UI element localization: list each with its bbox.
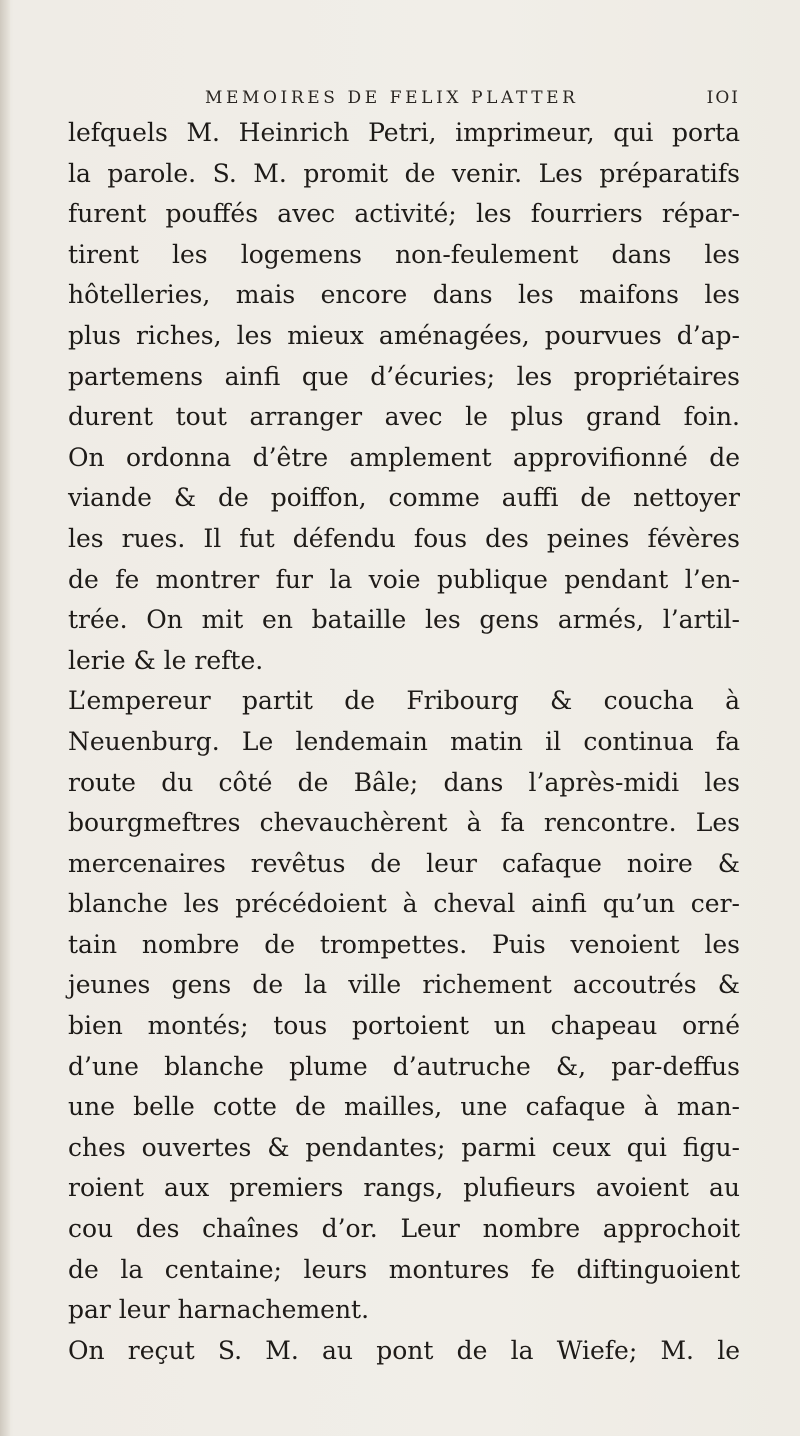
text-line: partemens ainfi que d’écuries; les propriétaires <box>68 361 740 391</box>
text-line: L’empereur partit de Fribourg & coucha à <box>68 686 740 716</box>
text-line: tirent les logemens non-feulement dans les <box>68 239 740 269</box>
text-line: tain nombre de trompettes. Puis venoient les <box>68 929 740 959</box>
text-line: ches ouvertes & pendantes; parmi ceux qui figu- <box>68 1132 740 1162</box>
text-line: une belle cotte de mailles, une cafaque à man- <box>68 1092 740 1122</box>
text-line: route du côté de Bâle; dans l’après-midi les <box>68 767 740 797</box>
text-line: Neuenburg. Le lendemain matin il continua fa <box>68 726 740 756</box>
page-number: IOI <box>706 88 740 108</box>
text-line: lefquels M. Heinrich Petri, imprimeur, qui porta <box>68 118 740 147</box>
text-line: hôtelleries, mais encore dans les maifons les <box>68 280 740 310</box>
text-line: jeunes gens de la ville richement accoutrés & <box>68 970 740 1000</box>
text-line: blanche les précédoient à cheval ainfi qu’un cer- <box>68 889 740 919</box>
text-line: lerie & le refte. <box>68 645 264 675</box>
text-line: furent pouffés avec activité; les fourriers répar- <box>68 199 740 229</box>
running-title: MEMOIRES DE FELIX PLATTER <box>205 88 579 108</box>
text-line: plus riches, les mieux aménagées, pourvues d’ap- <box>68 320 740 350</box>
text-line: bourgmeftres chevauchèrent à fa rencontre. Les <box>68 808 740 838</box>
text-line: par leur harnachement. <box>68 1295 370 1325</box>
text-line: les rues. Il fut défendu fous des peines févères <box>68 523 740 553</box>
text-line: de fe montrer fur la voie publique pendant l’en- <box>68 564 740 594</box>
text-line: mercenaires revêtus de leur cafaque noire & <box>68 848 740 878</box>
text-line: trée. On mit en bataille les gens armés, l’artil- <box>68 605 740 635</box>
text-line: bien montés; tous portoient un chapeau orné <box>68 1011 740 1041</box>
text-line: On reçut S. M. au pont de la Wiefe; M. le <box>68 1335 740 1365</box>
body-text <box>68 113 740 1371</box>
text-line: On ordonna d’être amplement approvifionné de <box>68 442 740 472</box>
text-line: la parole. S. M. promit de venir. Les préparatifs <box>68 158 740 188</box>
page-gutter-edge <box>0 0 10 1436</box>
text-line: durent tout arranger avec le plus grand foin. <box>68 402 740 432</box>
page-header <box>205 88 740 116</box>
text-line: de la centaine; leurs montures fe diftinguoient <box>68 1254 740 1284</box>
text-line: d’une blanche plume d’autruche &, par-deffus <box>68 1051 740 1081</box>
text-line: viande & de poiffon, comme auffi de nettoyer <box>68 483 740 513</box>
text-line: roient aux premiers rangs, plufieurs avoient au <box>68 1173 740 1203</box>
text-line: cou des chaînes d’or. Leur nombre approchoit <box>68 1214 740 1244</box>
